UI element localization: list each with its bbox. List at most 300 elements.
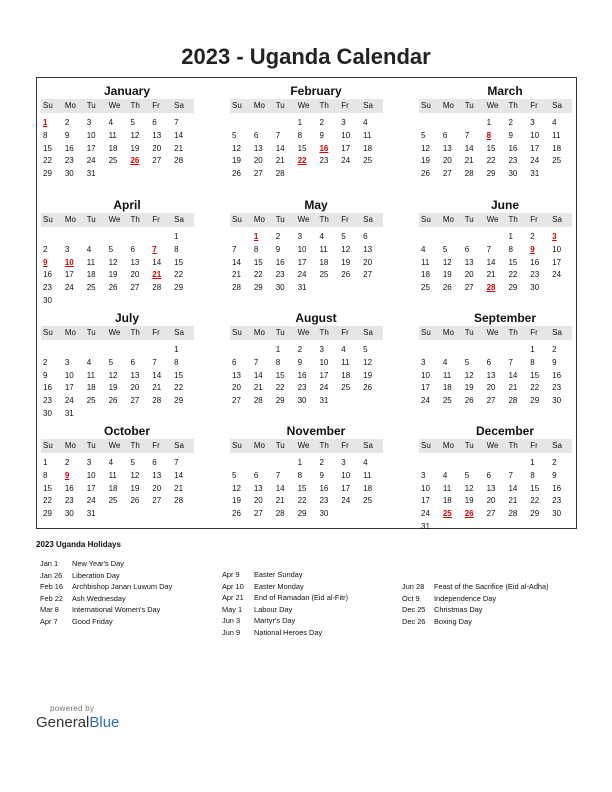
month-august: [230, 310, 383, 408]
week-row: [419, 495, 572, 508]
holiday-entry: [398, 593, 549, 605]
day-cell: 6: [232, 357, 237, 367]
weekday-label: Mo: [64, 101, 76, 110]
day-cell: 30: [552, 509, 562, 519]
weekday-label: Tu: [275, 101, 285, 110]
empty-day-cell: [41, 231, 63, 244]
week-row: [41, 282, 194, 295]
empty-day-cell: [107, 508, 129, 521]
empty-day-cell: [485, 521, 507, 534]
weekday-label: Su: [421, 101, 431, 110]
day-cell: 23: [43, 283, 52, 293]
weekday-label: Mo: [442, 101, 454, 110]
day-cell: 13: [152, 130, 162, 140]
day-cell: 26: [232, 169, 241, 179]
day-cell: 8: [508, 244, 513, 254]
week-row: [419, 370, 572, 383]
week-row: [419, 521, 572, 534]
holiday-entry: [218, 604, 348, 616]
week-row: [41, 143, 194, 156]
day-cell: 6: [152, 118, 157, 127]
month-july: [41, 310, 194, 421]
week-row: [41, 483, 194, 496]
weekday-header: [419, 99, 572, 113]
day-cell: 2: [552, 345, 557, 354]
day-cell: 30: [319, 509, 329, 519]
weekday-label: Sa: [552, 328, 562, 337]
empty-day-cell: [107, 231, 129, 244]
week-row: [230, 457, 383, 470]
weekday-label: Sa: [363, 215, 373, 224]
day-cell: 27: [253, 509, 263, 519]
day-cell: 26: [464, 396, 474, 406]
day-cell: 9: [319, 130, 324, 140]
day-cell: 4: [442, 470, 448, 480]
day-cell: 10: [64, 370, 74, 380]
day-cell: 25: [552, 156, 562, 166]
empty-day-cell: [230, 117, 252, 130]
weekday-header: [230, 326, 383, 340]
holiday-entry: [398, 616, 549, 628]
day-cell: 16: [552, 370, 562, 380]
holiday-date: May 1: [222, 604, 243, 614]
day-cell: 23: [64, 496, 74, 506]
day-cell: 20: [486, 496, 496, 506]
day-cell: 5: [232, 130, 237, 140]
empty-day-cell: [550, 521, 572, 534]
weekday-header: [419, 326, 572, 340]
day-cell: 15: [174, 257, 184, 267]
empty-day-cell: [107, 408, 129, 421]
brand-name: [36, 714, 119, 731]
day-cell: 29: [530, 396, 540, 406]
day-cell: 1: [275, 345, 281, 354]
day-cell: 28: [253, 396, 263, 406]
weekday-label: Su: [43, 441, 53, 450]
week-row: [230, 117, 383, 130]
day-cell: 16: [64, 143, 74, 153]
day-cell: 22: [297, 496, 307, 506]
week-row: [230, 495, 383, 508]
day-cell: 14: [508, 370, 518, 380]
day-cell: 6: [130, 244, 135, 254]
day-cell: 23: [508, 156, 518, 166]
day-cell: 27: [130, 396, 140, 406]
weekday-header: [419, 213, 572, 227]
day-cell: 7: [253, 357, 259, 367]
day-cell: 1: [43, 458, 48, 467]
day-cell: 18: [108, 483, 118, 493]
empty-day-cell: [361, 282, 383, 295]
day-cell: 17: [552, 257, 562, 267]
empty-day-cell: [230, 231, 252, 244]
day-cell: 5: [232, 470, 237, 480]
day-cell: 27: [130, 283, 140, 293]
day-cell: 21: [486, 270, 496, 280]
holiday-entry: [218, 569, 348, 581]
day-cell: 25: [363, 496, 373, 506]
weekday-label: We: [297, 441, 310, 450]
day-cell: 3: [421, 357, 426, 367]
weekday-label: Tu: [275, 441, 285, 450]
empty-day-cell: [150, 231, 172, 244]
holiday-entry: [36, 558, 172, 570]
day-cell: 1: [174, 232, 179, 241]
weekday-label: Su: [421, 215, 431, 224]
weekday-label: We: [108, 101, 121, 110]
empty-day-cell: [317, 168, 339, 181]
month-june: [419, 197, 572, 295]
day-cell: 9: [319, 470, 324, 480]
month-name: April: [113, 198, 141, 212]
day-cell: 18: [442, 383, 452, 393]
day-cell: 24: [86, 496, 96, 506]
day-cell: 13: [363, 244, 373, 254]
day-cell: 5: [464, 470, 470, 480]
day-cell: 29: [174, 283, 184, 293]
day-cell: 9: [552, 470, 557, 480]
empty-day-cell: [63, 344, 85, 357]
day-cell: 5: [130, 118, 135, 127]
day-cell: 14: [174, 130, 184, 140]
empty-day-cell: [550, 282, 572, 295]
day-cell: 6: [486, 470, 492, 480]
day-cell: 30: [508, 169, 518, 179]
empty-day-cell: [128, 408, 150, 421]
day-cell: 31: [86, 169, 96, 179]
weekday-label: Su: [43, 328, 53, 337]
day-cell: 7: [508, 470, 513, 480]
day-cell: 13: [130, 257, 140, 267]
weekday-label: Th: [508, 328, 518, 337]
holiday-name: Good Friday: [72, 616, 113, 626]
day-cell: 22: [174, 383, 184, 393]
day-cell: 1: [508, 232, 513, 241]
day-cell: 29: [297, 509, 307, 519]
holiday-name: Martyr's Day: [254, 616, 296, 626]
day-cell: 28: [174, 496, 184, 506]
day-cell: 13: [486, 483, 496, 493]
day-cell: 30: [64, 509, 74, 519]
day-cell: 3: [64, 244, 70, 254]
day-cell: 16: [275, 257, 285, 267]
day-cell: 12: [363, 357, 373, 367]
weekday-header: [41, 99, 194, 113]
empty-day-cell: [339, 508, 361, 521]
day-cell: 23: [552, 496, 562, 506]
day-cell: 27: [486, 396, 496, 406]
weekday-label: Sa: [363, 101, 373, 110]
day-cell: 7: [508, 357, 513, 367]
day-cell: 11: [442, 483, 452, 493]
page-title: 2023 - Uganda Calendar: [181, 44, 431, 69]
weekday-label: Th: [130, 215, 140, 224]
day-cell: 30: [64, 169, 74, 179]
weekday-label: Sa: [552, 441, 562, 450]
day-cell: 29: [43, 169, 52, 179]
month-september: [419, 310, 572, 408]
week-row: [230, 382, 383, 395]
day-cell: 19: [108, 383, 118, 393]
day-cell: 14: [464, 143, 474, 153]
day-cell: 22: [530, 496, 540, 506]
holiday-day-cell: 10: [64, 257, 74, 267]
weekday-label: We: [297, 215, 310, 224]
day-cell: 30: [530, 283, 540, 293]
day-cell: 3: [86, 458, 92, 467]
week-row: [419, 470, 572, 483]
day-cell: 26: [130, 496, 140, 506]
day-cell: 10: [421, 370, 430, 380]
day-cell: 19: [442, 270, 452, 280]
holiday-name: Labour Day: [254, 604, 293, 614]
day-cell: 13: [442, 143, 452, 153]
holiday-name: New Year's Day: [72, 559, 124, 568]
day-cell: 25: [442, 396, 452, 406]
day-cell: 6: [486, 357, 492, 367]
weekday-label: Mo: [253, 101, 265, 110]
weekday-label: We: [297, 328, 310, 337]
day-cell: 19: [130, 143, 140, 153]
day-cell: 13: [152, 470, 162, 480]
empty-day-cell: [441, 344, 463, 357]
day-cell: 31: [64, 408, 74, 418]
holiday-day-cell: 22: [297, 156, 307, 166]
month-name: May: [304, 198, 328, 212]
week-row: [230, 483, 383, 496]
day-cell: 3: [341, 458, 346, 467]
weekday-label: We: [108, 215, 121, 224]
day-cell: 17: [341, 483, 351, 493]
weekday-label: Th: [130, 101, 140, 110]
weekday-label: Su: [421, 328, 431, 337]
day-cell: 30: [43, 295, 52, 305]
weekday-label: Sa: [363, 328, 373, 337]
empty-day-cell: [463, 117, 485, 130]
day-cell: 23: [552, 383, 562, 393]
weekday-label: Th: [508, 215, 518, 224]
day-cell: 10: [341, 130, 351, 140]
day-cell: 22: [486, 156, 496, 166]
day-cell: 17: [341, 143, 351, 153]
day-cell: 12: [464, 370, 474, 380]
month-march: [419, 83, 572, 181]
day-cell: 29: [275, 396, 285, 406]
week-row: [41, 155, 194, 168]
weekday-label: Sa: [174, 101, 184, 110]
day-cell: 7: [232, 244, 237, 254]
holiday-date: Feb 22: [40, 593, 64, 603]
day-cell: 22: [174, 270, 184, 280]
holiday-day-cell: 26: [130, 156, 140, 166]
day-cell: 16: [43, 270, 52, 280]
holiday-date: Apr 9: [222, 570, 240, 579]
day-cell: 28: [152, 283, 162, 293]
day-cell: 23: [64, 156, 74, 166]
weekday-label: Fr: [341, 215, 349, 224]
day-cell: 5: [130, 458, 135, 467]
day-cell: 11: [442, 370, 452, 380]
empty-day-cell: [441, 117, 463, 130]
week-row: [41, 269, 194, 282]
empty-day-cell: [339, 282, 361, 295]
day-cell: 18: [421, 270, 430, 280]
day-cell: 19: [232, 156, 241, 166]
weekday-label: Fr: [530, 441, 538, 450]
weekday-label: Mo: [64, 215, 76, 224]
weekday-label: Tu: [86, 215, 96, 224]
empty-day-cell: [150, 508, 172, 521]
weekday-header: [41, 439, 194, 453]
week-row: [41, 117, 194, 130]
day-cell: 23: [43, 396, 52, 406]
weekday-label: Fr: [152, 328, 160, 337]
day-cell: 2: [530, 232, 535, 241]
day-cell: 29: [174, 396, 184, 406]
day-cell: 15: [508, 257, 518, 267]
week-row: [230, 470, 383, 483]
empty-day-cell: [317, 282, 339, 295]
empty-day-cell: [85, 295, 107, 308]
day-cell: 24: [341, 156, 351, 166]
day-cell: 18: [86, 270, 96, 280]
holiday-name: International Women's Day: [72, 605, 161, 615]
day-cell: 11: [421, 257, 430, 267]
week-row: [41, 344, 194, 357]
day-cell: 9: [43, 370, 48, 380]
day-cell: 31: [421, 521, 430, 531]
day-cell: 19: [421, 156, 430, 166]
holiday-day-cell: 7: [152, 244, 157, 254]
day-cell: 2: [508, 118, 513, 127]
day-cell: 25: [108, 156, 118, 166]
day-cell: 5: [464, 357, 470, 367]
weekday-label: Th: [319, 441, 329, 450]
day-cell: 19: [232, 496, 241, 506]
day-cell: 18: [363, 483, 373, 493]
day-cell: 4: [442, 357, 448, 367]
day-cell: 21: [232, 270, 241, 280]
weekday-label: Fr: [341, 328, 349, 337]
holiday-date: Dec 25: [402, 605, 426, 615]
holiday-entry: [218, 581, 348, 593]
day-cell: 22: [253, 270, 263, 280]
empty-day-cell: [274, 117, 296, 130]
day-cell: 3: [341, 118, 346, 127]
holiday-entry: [36, 616, 172, 628]
day-cell: 20: [152, 143, 162, 153]
day-cell: 26: [363, 383, 373, 393]
week-row: [419, 168, 572, 181]
empty-day-cell: [463, 457, 485, 470]
day-cell: 19: [108, 270, 118, 280]
holidays-column: [398, 581, 549, 627]
day-cell: 28: [275, 169, 285, 179]
holiday-entry: [36, 604, 172, 616]
day-cell: 12: [130, 130, 140, 140]
day-cell: 8: [174, 244, 179, 254]
day-cell: 29: [530, 509, 540, 519]
day-cell: 29: [253, 283, 263, 293]
empty-day-cell: [419, 457, 441, 470]
weekday-label: Su: [232, 441, 242, 450]
empty-day-cell: [252, 117, 274, 130]
empty-day-cell: [107, 344, 129, 357]
empty-day-cell: [485, 231, 507, 244]
weekday-label: Fr: [152, 101, 160, 110]
weekday-label: Sa: [552, 215, 562, 224]
month-december: [419, 423, 572, 534]
day-cell: 11: [86, 257, 96, 267]
day-cell: 11: [319, 244, 328, 254]
day-cell: 7: [464, 130, 470, 140]
day-cell: 15: [297, 483, 307, 493]
week-row: [419, 357, 572, 370]
day-cell: 28: [232, 283, 241, 293]
weekday-header: [230, 213, 383, 227]
day-cell: 7: [174, 118, 179, 127]
brand-logo: [36, 704, 119, 731]
day-cell: 13: [232, 370, 241, 380]
week-row: [230, 344, 383, 357]
day-cell: 30: [275, 283, 285, 293]
week-row: [230, 231, 383, 244]
weekday-label: Sa: [174, 328, 184, 337]
day-cell: 26: [442, 283, 452, 293]
empty-day-cell: [528, 521, 550, 534]
month-name: September: [473, 311, 537, 325]
weekday-label: Sa: [174, 441, 184, 450]
week-row: [41, 168, 194, 181]
day-cell: 19: [464, 383, 474, 393]
week-row: [419, 257, 572, 270]
day-cell: 24: [64, 283, 74, 293]
week-row: [419, 395, 572, 408]
week-row: [230, 168, 383, 181]
day-cell: 10: [86, 130, 96, 140]
day-cell: 17: [421, 383, 430, 393]
day-cell: 20: [442, 156, 452, 166]
week-row: [41, 408, 194, 421]
week-row: [41, 508, 194, 521]
month-name: July: [114, 311, 139, 325]
holiday-day-cell: 21: [152, 270, 162, 280]
day-cell: 14: [275, 143, 285, 153]
holiday-date: Jan 1: [40, 559, 59, 568]
weekday-label: Th: [508, 101, 518, 110]
day-cell: 18: [341, 370, 351, 380]
day-cell: 15: [43, 143, 52, 153]
weekday-label: Tu: [464, 101, 474, 110]
day-cell: 5: [442, 244, 448, 254]
day-cell: 25: [319, 270, 329, 280]
day-cell: 2: [319, 458, 324, 467]
month-name: October: [103, 424, 150, 438]
day-cell: 22: [530, 383, 540, 393]
day-cell: 27: [464, 283, 474, 293]
holiday-day-cell: 28: [486, 283, 496, 293]
holidays-column: [218, 569, 348, 639]
day-cell: 11: [363, 130, 372, 140]
empty-day-cell: [128, 168, 150, 181]
day-cell: 24: [64, 396, 74, 406]
month-april: [41, 197, 194, 308]
holiday-date: Mar 8: [40, 605, 59, 615]
day-cell: 8: [174, 357, 179, 367]
holiday-entry: [36, 570, 172, 582]
day-cell: 20: [130, 270, 140, 280]
holiday-day-cell: 9: [64, 470, 70, 480]
